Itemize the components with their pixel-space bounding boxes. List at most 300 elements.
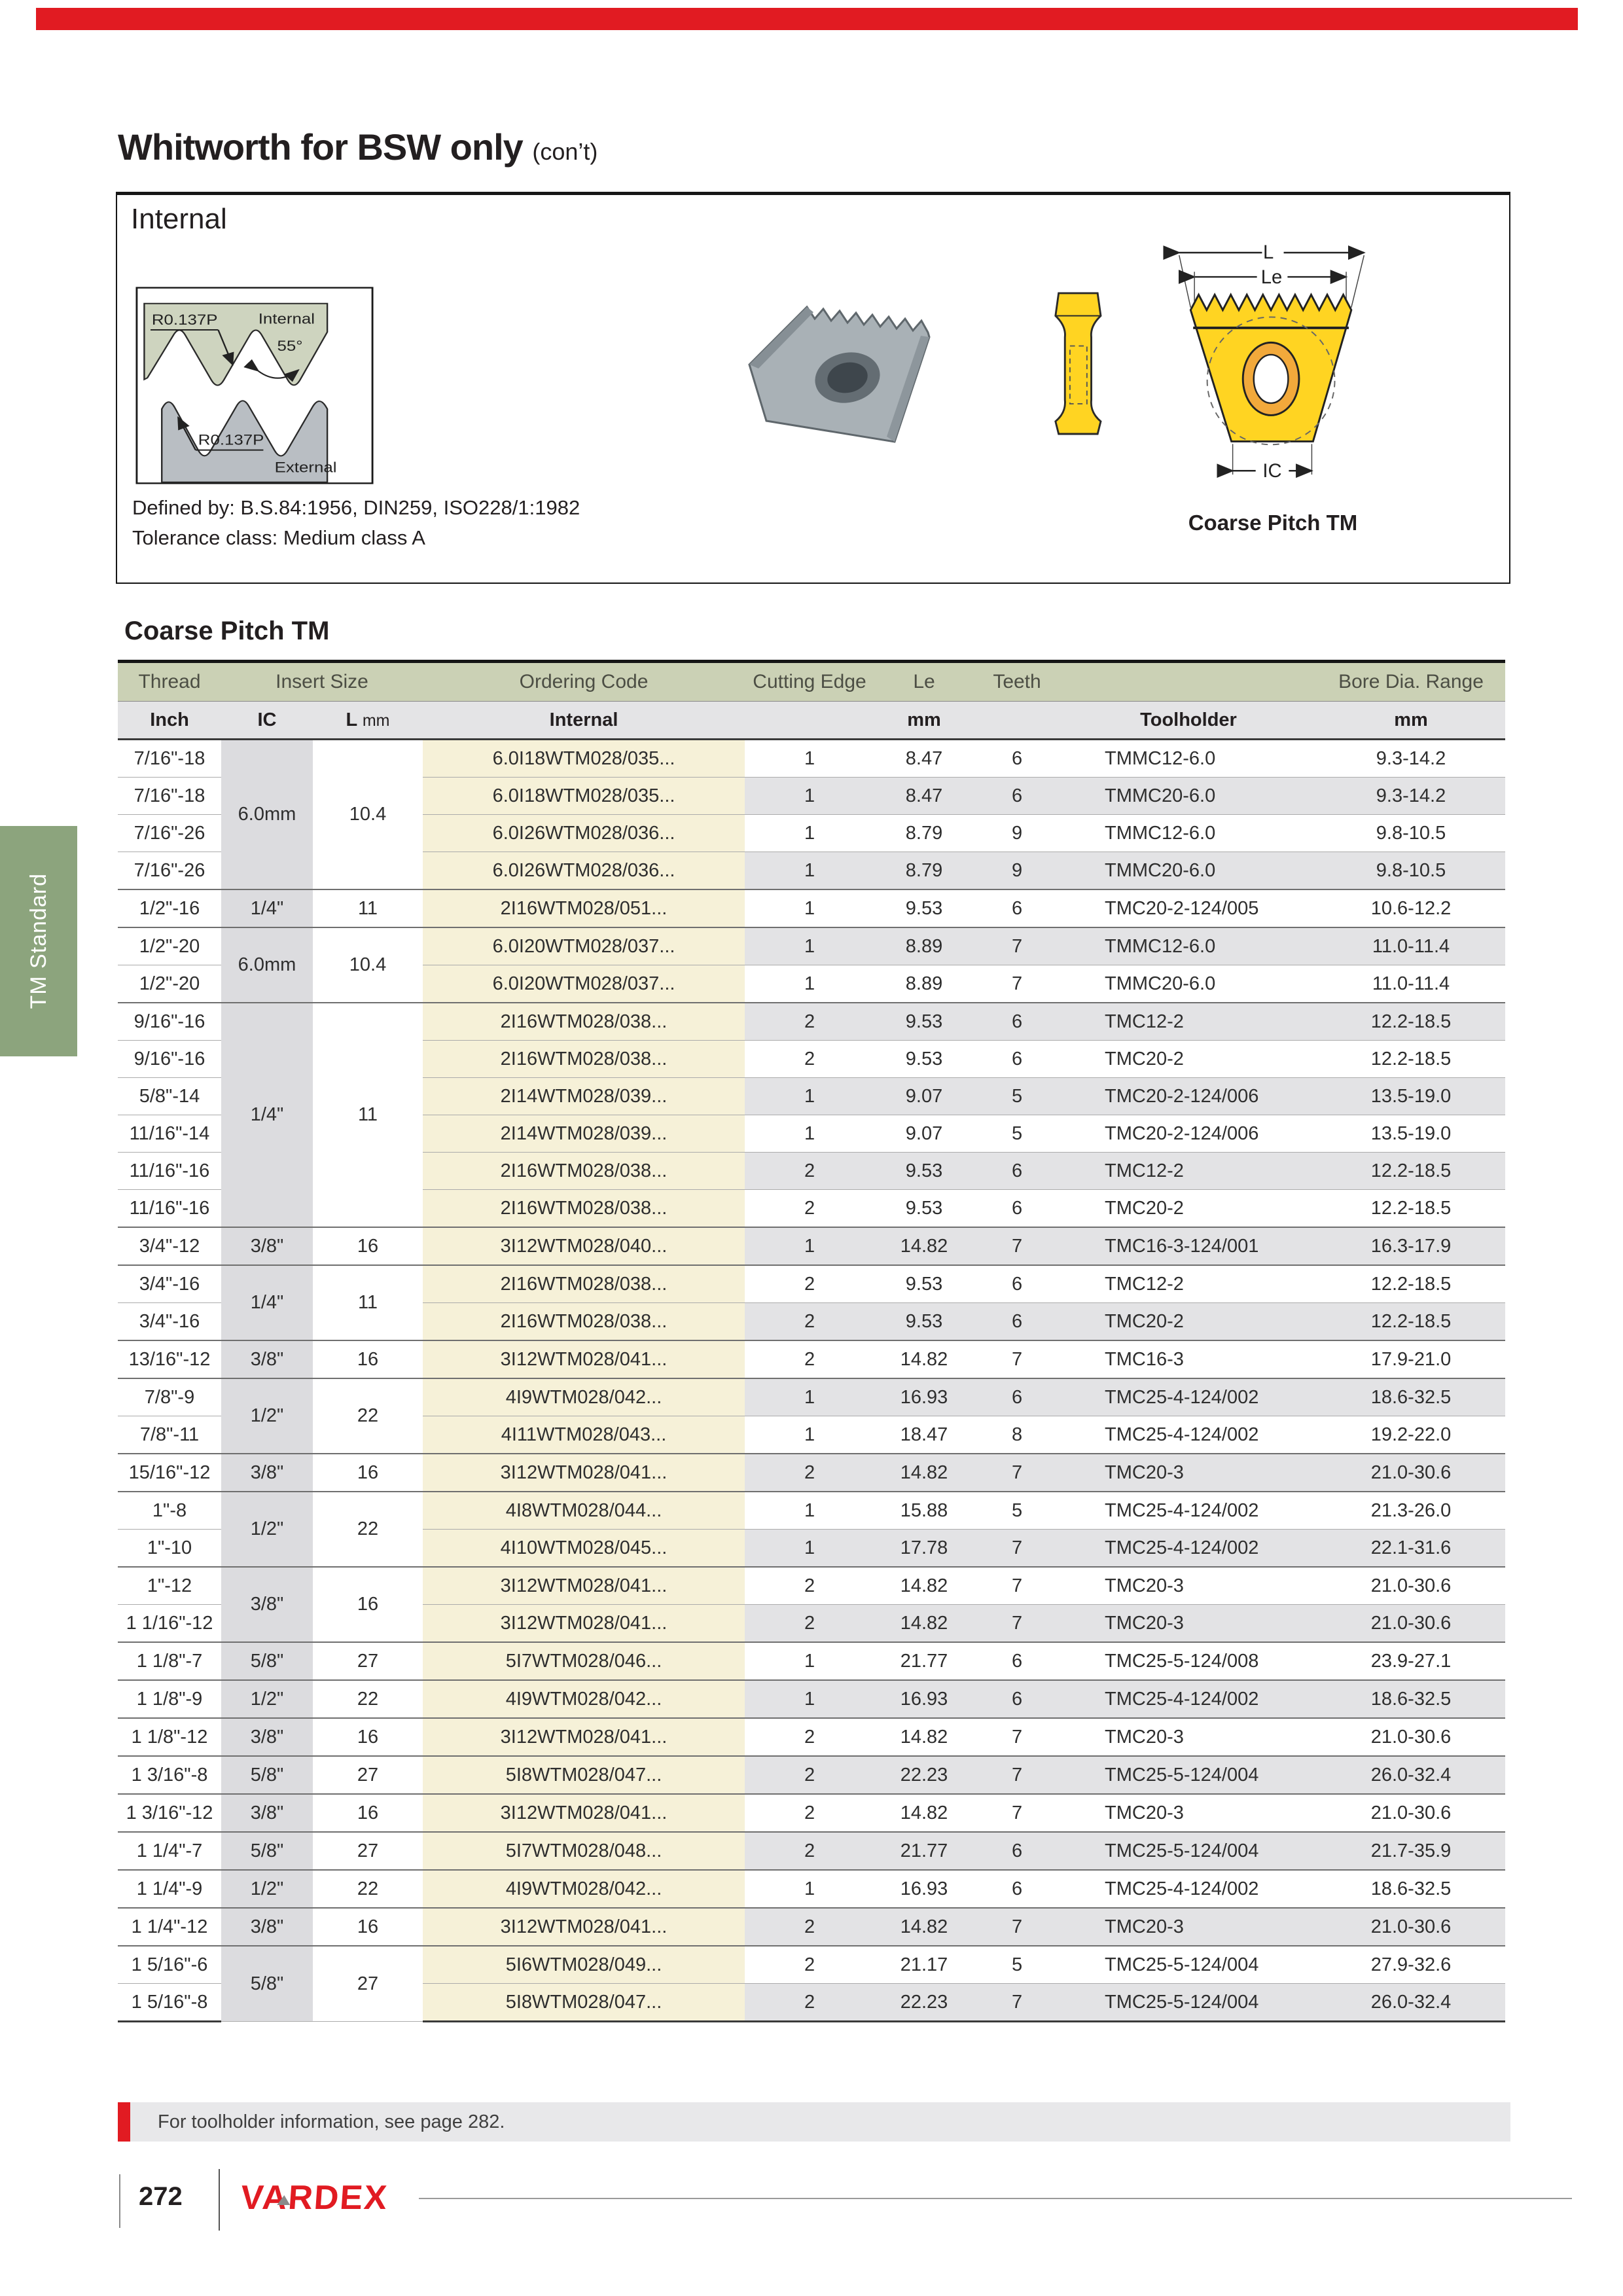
bore-range-cell: 21.0-30.6 <box>1317 1454 1505 1492</box>
insert-ic-cell: 3/8" <box>221 1340 313 1378</box>
thread-cell: 1 1/8"-7 <box>118 1642 221 1680</box>
insert-ic-cell: 5/8" <box>221 1756 313 1794</box>
bore-range-cell: 12.2-18.5 <box>1317 1041 1505 1078</box>
vardex-logo-text: VARDEX <box>239 2179 389 2217</box>
bore-range-cell: 21.0-30.6 <box>1317 1794 1505 1832</box>
ordering-code-cell: 2I16WTM028/038... <box>423 1041 745 1078</box>
cutting-edge-cell: 2 <box>745 1340 874 1378</box>
top-red-bar <box>36 8 1578 30</box>
footer-divider-2 <box>219 2169 220 2231</box>
insert-ic-cell: 1/4" <box>221 1265 313 1340</box>
toolholder-cell: TMC25-5-124/004 <box>1060 1832 1317 1870</box>
bore-range-cell: 9.8-10.5 <box>1317 852 1505 890</box>
ordering-code-cell: 4I8WTM028/044... <box>423 1492 745 1530</box>
page-title-suffix: (con’t) <box>532 138 598 165</box>
defined-by-text: Defined by: B.S.84:1956, DIN259, ISO228/1:1982 <box>132 496 580 519</box>
cutting-edge-cell: 1 <box>745 889 874 927</box>
teeth-cell: 5 <box>974 1492 1060 1530</box>
thread-cell: 11/16"-14 <box>118 1115 221 1153</box>
le-cell: 9.53 <box>874 1303 974 1341</box>
teeth-cell: 6 <box>974 1642 1060 1680</box>
table-row <box>118 1680 1505 1718</box>
bore-range-cell: 9.3-14.2 <box>1317 778 1505 815</box>
ordering-code-cell: 6.0I18WTM028/035... <box>423 778 745 815</box>
ordering-code-cell: 3I12WTM028/041... <box>423 1454 745 1492</box>
insert-ic-cell: 3/8" <box>221 1567 313 1642</box>
teeth-cell: 6 <box>974 1832 1060 1870</box>
bore-range-cell: 23.9-27.1 <box>1317 1642 1505 1680</box>
le-cell: 21.77 <box>874 1642 974 1680</box>
toolholder-cell: TMC16-3-124/001 <box>1060 1227 1317 1265</box>
insert-l-cell: 16 <box>313 1567 423 1642</box>
teeth-cell: 9 <box>974 815 1060 852</box>
insert-ic-cell: 5/8" <box>221 1832 313 1870</box>
insert-l-cell: 27 <box>313 1832 423 1870</box>
dim-l-label: L <box>1263 242 1274 263</box>
le-cell: 8.79 <box>874 815 974 852</box>
insert-front-view <box>1149 236 1397 494</box>
bore-range-cell: 13.5-19.0 <box>1317 1115 1505 1153</box>
le-cell: 9.07 <box>874 1115 974 1153</box>
cutting-edge-cell: 2 <box>745 1041 874 1078</box>
bore-range-cell: 26.0-32.4 <box>1317 1756 1505 1794</box>
le-cell: 16.93 <box>874 1870 974 1908</box>
ordering-code-cell: 3I12WTM028/040... <box>423 1227 745 1265</box>
cutting-edge-cell: 1 <box>745 1378 874 1416</box>
ordering-code-cell: 2I14WTM028/039... <box>423 1078 745 1115</box>
thread-cell: 1 1/4"-7 <box>118 1832 221 1870</box>
thread-profile-diagram <box>135 287 374 484</box>
table-row <box>118 740 1505 778</box>
cutting-edge-cell: 1 <box>745 965 874 1003</box>
le-cell: 16.93 <box>874 1378 974 1416</box>
page-number: 272 <box>139 2182 183 2211</box>
cutting-edge-cell: 1 <box>745 927 874 965</box>
thread-cell: 1"-8 <box>118 1492 221 1530</box>
table-row <box>118 927 1505 965</box>
thread-cell: 1 3/16"-8 <box>118 1756 221 1794</box>
insert-l-cell: 27 <box>313 1756 423 1794</box>
teeth-cell: 5 <box>974 1946 1060 1984</box>
insert-caption: Coarse Pitch TM <box>1188 511 1358 535</box>
page-title <box>118 126 597 168</box>
col-le: Le <box>874 662 974 702</box>
footer-note-text: For toolholder information, see page 282. <box>158 2111 505 2132</box>
toolholder-cell: TMC25-5-124/004 <box>1060 1756 1317 1794</box>
bore-range-cell: 9.8-10.5 <box>1317 815 1505 852</box>
bore-range-cell: 21.0-30.6 <box>1317 1605 1505 1643</box>
le-cell: 22.23 <box>874 1756 974 1794</box>
ordering-code-cell: 6.0I26WTM028/036... <box>423 852 745 890</box>
thread-cell: 1 1/4"-9 <box>118 1870 221 1908</box>
cutting-edge-cell: 2 <box>745 1454 874 1492</box>
teeth-cell: 6 <box>974 1003 1060 1041</box>
teeth-cell: 7 <box>974 1605 1060 1643</box>
insert-ic-cell: 3/8" <box>221 1454 313 1492</box>
toolholder-cell: TMC20-3 <box>1060 1794 1317 1832</box>
le-cell: 8.89 <box>874 965 974 1003</box>
insert-ic-cell: 1/4" <box>221 1003 313 1227</box>
table-row <box>118 1642 1505 1680</box>
insert-l-cell: 16 <box>313 1454 423 1492</box>
le-cell: 15.88 <box>874 1492 974 1530</box>
bore-range-cell: 18.6-32.5 <box>1317 1870 1505 1908</box>
footer-note-accent <box>118 2102 130 2142</box>
toolholder-cell: TMC20-3 <box>1060 1908 1317 1946</box>
radius-bottom-label: R0.137P <box>198 432 264 449</box>
table-row <box>118 1832 1505 1870</box>
toolholder-cell: TMC25-4-124/002 <box>1060 1378 1317 1416</box>
ordering-code-cell: 2I16WTM028/051... <box>423 889 745 927</box>
cutting-edge-cell: 1 <box>745 1115 874 1153</box>
toolholder-cell: TMC20-2 <box>1060 1190 1317 1228</box>
insert-ic-cell: 3/8" <box>221 1908 313 1946</box>
ordering-code-cell: 3I12WTM028/041... <box>423 1718 745 1756</box>
teeth-cell: 7 <box>974 1227 1060 1265</box>
ordering-code-cell: 2I16WTM028/038... <box>423 1303 745 1341</box>
insert-l-cell: 16 <box>313 1340 423 1378</box>
sidebar-tab-label: TM Standard <box>26 873 51 1009</box>
subcol-internal: Internal <box>423 702 745 740</box>
toolholder-cell: TMC25-4-124/002 <box>1060 1870 1317 1908</box>
toolholder-cell: TMMC12-6.0 <box>1060 927 1317 965</box>
cutting-edge-cell: 2 <box>745 1794 874 1832</box>
toolholder-cell: TMC20-2-124/006 <box>1060 1078 1317 1115</box>
thread-cell: 1 1/16"-12 <box>118 1605 221 1643</box>
table-row <box>118 1567 1505 1605</box>
insert-l-cell: 11 <box>313 1003 423 1227</box>
ordering-code-cell: 6.0I18WTM028/035... <box>423 740 745 778</box>
cutting-edge-cell: 2 <box>745 1718 874 1756</box>
teeth-cell: 7 <box>974 1340 1060 1378</box>
col-teeth: Teeth <box>974 662 1060 702</box>
le-cell: 21.17 <box>874 1946 974 1984</box>
bore-range-cell: 21.0-30.6 <box>1317 1567 1505 1605</box>
teeth-cell: 6 <box>974 1265 1060 1303</box>
table-row <box>118 1340 1505 1378</box>
insert-l-cell: 10.4 <box>313 740 423 890</box>
thread-cell: 5/8"-14 <box>118 1078 221 1115</box>
thread-cell: 1"-10 <box>118 1530 221 1568</box>
insert-ic-cell: 5/8" <box>221 1946 313 2022</box>
insert-l-cell: 22 <box>313 1680 423 1718</box>
teeth-cell: 6 <box>974 1870 1060 1908</box>
teeth-cell: 7 <box>974 1908 1060 1946</box>
thread-cell: 7/16"-26 <box>118 815 221 852</box>
ordering-code-cell: 3I12WTM028/041... <box>423 1605 745 1643</box>
insert-ic-cell: 1/2" <box>221 1870 313 1908</box>
radius-top-label: R0.137P <box>151 312 218 329</box>
insert-ic-cell: 3/8" <box>221 1794 313 1832</box>
bore-range-cell: 16.3-17.9 <box>1317 1227 1505 1265</box>
toolholder-cell: TMC25-4-124/002 <box>1060 1416 1317 1454</box>
internal-heading: Internal <box>131 203 227 235</box>
le-cell: 17.78 <box>874 1530 974 1568</box>
insert-ic-cell: 1/2" <box>221 1680 313 1718</box>
col-blank <box>1060 662 1317 702</box>
ordering-code-cell: 5I8WTM028/047... <box>423 1756 745 1794</box>
ordering-code-cell: 5I6WTM028/049... <box>423 1946 745 1984</box>
subcol-ic: IC <box>221 702 313 740</box>
subcol-mm-bore: mm <box>1317 702 1505 740</box>
ordering-code-cell: 2I14WTM028/039... <box>423 1115 745 1153</box>
bore-range-cell: 18.6-32.5 <box>1317 1680 1505 1718</box>
toolholder-cell: TMC20-3 <box>1060 1718 1317 1756</box>
teeth-cell: 7 <box>974 1567 1060 1605</box>
le-cell: 14.82 <box>874 1567 974 1605</box>
toolholder-cell: TMC12-2 <box>1060 1003 1317 1041</box>
table-row <box>118 1756 1505 1794</box>
toolholder-cell: TMMC20-6.0 <box>1060 778 1317 815</box>
table-row <box>118 1265 1505 1303</box>
teeth-cell: 7 <box>974 1756 1060 1794</box>
bore-range-cell: 12.2-18.5 <box>1317 1003 1505 1041</box>
footer-divider-1 <box>119 2174 120 2228</box>
le-cell: 9.07 <box>874 1078 974 1115</box>
bore-range-cell: 12.2-18.5 <box>1317 1190 1505 1228</box>
cutting-edge-cell: 2 <box>745 1605 874 1643</box>
insert-l-cell: 10.4 <box>313 927 423 1003</box>
le-cell: 14.82 <box>874 1794 974 1832</box>
cutting-edge-cell: 2 <box>745 1265 874 1303</box>
bore-range-cell: 12.2-18.5 <box>1317 1303 1505 1341</box>
ordering-code-cell: 4I10WTM028/045... <box>423 1530 745 1568</box>
ordering-code-cell: 2I16WTM028/038... <box>423 1190 745 1228</box>
toolholder-cell: TMC25-4-124/002 <box>1060 1530 1317 1568</box>
cutting-edge-cell: 1 <box>745 740 874 778</box>
ordering-code-cell: 2I16WTM028/038... <box>423 1153 745 1190</box>
ordering-code-cell: 5I7WTM028/048... <box>423 1832 745 1870</box>
toolholder-cell: TMMC12-6.0 <box>1060 740 1317 778</box>
cutting-edge-cell: 1 <box>745 1416 874 1454</box>
le-cell: 8.89 <box>874 927 974 965</box>
subcol-l-mm: L mm <box>313 702 423 740</box>
toolholder-cell: TMMC20-6.0 <box>1060 965 1317 1003</box>
le-cell: 21.77 <box>874 1832 974 1870</box>
thread-cell: 1/2"-16 <box>118 889 221 927</box>
footer-note <box>118 2102 1510 2142</box>
cutting-edge-cell: 1 <box>745 1078 874 1115</box>
table-row <box>118 1454 1505 1492</box>
le-cell: 14.82 <box>874 1340 974 1378</box>
le-cell: 16.93 <box>874 1680 974 1718</box>
insert-ic-cell: 1/4" <box>221 889 313 927</box>
teeth-cell: 6 <box>974 1378 1060 1416</box>
insert-l-cell: 27 <box>313 1642 423 1680</box>
le-cell: 22.23 <box>874 1984 974 2022</box>
cutting-edge-cell: 1 <box>745 1870 874 1908</box>
thread-cell: 1 1/8"-12 <box>118 1718 221 1756</box>
cutting-edge-cell: 2 <box>745 1153 874 1190</box>
table-header-row-1 <box>118 662 1505 702</box>
le-cell: 9.53 <box>874 1265 974 1303</box>
bore-range-cell: 19.2-22.0 <box>1317 1416 1505 1454</box>
cutting-edge-cell: 1 <box>745 815 874 852</box>
bore-range-cell: 13.5-19.0 <box>1317 1078 1505 1115</box>
teeth-cell: 7 <box>974 1984 1060 2022</box>
toolholder-cell: TMC25-4-124/002 <box>1060 1492 1317 1530</box>
cutting-edge-cell: 2 <box>745 1003 874 1041</box>
teeth-cell: 7 <box>974 1794 1060 1832</box>
tolerance-text: Tolerance class: Medium class A <box>132 526 425 549</box>
bore-range-cell: 22.1-31.6 <box>1317 1530 1505 1568</box>
le-cell: 18.47 <box>874 1416 974 1454</box>
teeth-cell: 7 <box>974 1718 1060 1756</box>
teeth-cell: 6 <box>974 1190 1060 1228</box>
teeth-cell: 6 <box>974 1680 1060 1718</box>
table-row <box>118 1492 1505 1530</box>
ordering-code-cell: 4I9WTM028/042... <box>423 1680 745 1718</box>
toolholder-cell: TMMC20-6.0 <box>1060 852 1317 890</box>
teeth-cell: 8 <box>974 1416 1060 1454</box>
insert-l-cell: 16 <box>313 1718 423 1756</box>
thread-cell: 1 1/8"-9 <box>118 1680 221 1718</box>
toolholder-cell: TMC16-3 <box>1060 1340 1317 1378</box>
table-row <box>118 1946 1505 1984</box>
col-insert-size: Insert Size <box>221 662 423 702</box>
thread-cell: 1 3/16"-12 <box>118 1794 221 1832</box>
bore-range-cell: 12.2-18.5 <box>1317 1265 1505 1303</box>
bore-range-cell: 11.0-11.4 <box>1317 927 1505 965</box>
cutting-edge-cell: 1 <box>745 1680 874 1718</box>
toolholder-cell: TMC25-5-124/004 <box>1060 1984 1317 2022</box>
table-header-row-2 <box>118 702 1505 740</box>
teeth-cell: 6 <box>974 1153 1060 1190</box>
bore-range-cell: 17.9-21.0 <box>1317 1340 1505 1378</box>
thread-cell: 15/16"-12 <box>118 1454 221 1492</box>
thread-cell: 7/8"-9 <box>118 1378 221 1416</box>
cutting-edge-cell: 1 <box>745 1492 874 1530</box>
thread-cell: 11/16"-16 <box>118 1153 221 1190</box>
insert-l-cell: 22 <box>313 1378 423 1454</box>
ordering-code-cell: 4I9WTM028/042... <box>423 1378 745 1416</box>
ordering-code-cell: 6.0I26WTM028/036... <box>423 815 745 852</box>
page-title-text: Whitworth for BSW only <box>118 126 523 168</box>
subcol-blank-1 <box>745 702 874 740</box>
teeth-cell: 9 <box>974 852 1060 890</box>
bore-range-cell: 21.0-30.6 <box>1317 1908 1505 1946</box>
bore-range-cell: 21.7-35.9 <box>1317 1832 1505 1870</box>
thread-cell: 1/2"-20 <box>118 965 221 1003</box>
thread-cell: 7/8"-11 <box>118 1416 221 1454</box>
toolholder-cell: TMC25-4-124/002 <box>1060 1680 1317 1718</box>
insert-ic-cell: 3/8" <box>221 1227 313 1265</box>
insert-l-cell: 11 <box>313 889 423 927</box>
le-cell: 14.82 <box>874 1908 974 1946</box>
ordering-code-cell: 4I9WTM028/042... <box>423 1870 745 1908</box>
footer-rule <box>419 2198 1572 2199</box>
le-cell: 8.47 <box>874 740 974 778</box>
sidebar-tab-tm-standard <box>0 826 77 1056</box>
toolholder-cell: TMC20-2 <box>1060 1041 1317 1078</box>
teeth-cell: 6 <box>974 740 1060 778</box>
teeth-cell: 7 <box>974 1454 1060 1492</box>
cutting-edge-cell: 2 <box>745 1984 874 2022</box>
le-cell: 8.47 <box>874 778 974 815</box>
cutting-edge-cell: 1 <box>745 852 874 890</box>
ordering-code-cell: 3I12WTM028/041... <box>423 1794 745 1832</box>
dim-le-label: Le <box>1260 266 1283 288</box>
cutting-edge-cell: 1 <box>745 1227 874 1265</box>
ordering-code-cell: 3I12WTM028/041... <box>423 1340 745 1378</box>
cutting-edge-cell: 2 <box>745 1190 874 1228</box>
le-cell: 8.79 <box>874 852 974 890</box>
ordering-code-cell: 2I16WTM028/038... <box>423 1003 745 1041</box>
insert-ic-cell: 6.0mm <box>221 740 313 890</box>
vardex-logo-triangle-icon <box>277 2195 291 2205</box>
angle-label: 55° <box>277 338 303 355</box>
toolholder-cell: TMC25-5-124/004 <box>1060 1946 1317 1984</box>
coarse-pitch-table <box>118 660 1505 2022</box>
teeth-cell: 5 <box>974 1115 1060 1153</box>
internal-label: Internal <box>258 311 315 327</box>
bore-range-cell: 10.6-12.2 <box>1317 889 1505 927</box>
ordering-code-cell: 6.0I20WTM028/037... <box>423 927 745 965</box>
insert-l-cell: 16 <box>313 1227 423 1265</box>
external-label: External <box>274 459 337 476</box>
bore-range-cell: 11.0-11.4 <box>1317 965 1505 1003</box>
table-row <box>118 1718 1505 1756</box>
col-ordering-code: Ordering Code <box>423 662 745 702</box>
subcol-toolholder: Toolholder <box>1060 702 1317 740</box>
bore-range-cell: 21.0-30.6 <box>1317 1718 1505 1756</box>
thread-cell: 1"-12 <box>118 1567 221 1605</box>
teeth-cell: 7 <box>974 965 1060 1003</box>
le-cell: 14.82 <box>874 1718 974 1756</box>
table-row <box>118 889 1505 927</box>
insert-ic-cell: 5/8" <box>221 1642 313 1680</box>
bore-range-cell: 18.6-32.5 <box>1317 1378 1505 1416</box>
insert-ic-cell: 1/2" <box>221 1492 313 1567</box>
bore-range-cell: 21.3-26.0 <box>1317 1492 1505 1530</box>
cutting-edge-cell: 2 <box>745 1756 874 1794</box>
vardex-logo <box>240 2178 389 2217</box>
dim-ic-label: IC <box>1262 460 1282 482</box>
insert-l-cell: 27 <box>313 1946 423 2022</box>
ordering-code-cell: 2I16WTM028/038... <box>423 1265 745 1303</box>
toolholder-cell: TMC12-2 <box>1060 1265 1317 1303</box>
table-row <box>118 1870 1505 1908</box>
subcol-mm-le: mm <box>874 702 974 740</box>
toolholder-cell: TMC20-3 <box>1060 1605 1317 1643</box>
insert-l-cell: 22 <box>313 1492 423 1567</box>
cutting-edge-cell: 1 <box>745 778 874 815</box>
insert-ic-cell: 1/2" <box>221 1378 313 1454</box>
ordering-code-cell: 6.0I20WTM028/037... <box>423 965 745 1003</box>
insert-3d-image <box>730 272 952 461</box>
cutting-edge-cell: 1 <box>745 1642 874 1680</box>
cutting-edge-cell: 2 <box>745 1303 874 1341</box>
cutting-edge-cell: 2 <box>745 1908 874 1946</box>
toolholder-cell: TMC20-2 <box>1060 1303 1317 1341</box>
insert-l-cell: 16 <box>313 1908 423 1946</box>
teeth-cell: 6 <box>974 778 1060 815</box>
table-row <box>118 1003 1505 1041</box>
insert-side-view <box>1037 288 1116 439</box>
teeth-cell: 7 <box>974 927 1060 965</box>
insert-l-cell: 22 <box>313 1870 423 1908</box>
cutting-edge-cell: 2 <box>745 1567 874 1605</box>
bore-range-cell: 9.3-14.2 <box>1317 740 1505 778</box>
col-bore: Bore Dia. Range <box>1317 662 1505 702</box>
subcol-inch: Inch <box>118 702 221 740</box>
teeth-cell: 5 <box>974 1078 1060 1115</box>
table-body <box>118 740 1505 2022</box>
thread-cell: 13/16"-12 <box>118 1340 221 1378</box>
le-cell: 14.82 <box>874 1605 974 1643</box>
teeth-cell: 6 <box>974 1041 1060 1078</box>
insert-l-cell: 11 <box>313 1265 423 1340</box>
